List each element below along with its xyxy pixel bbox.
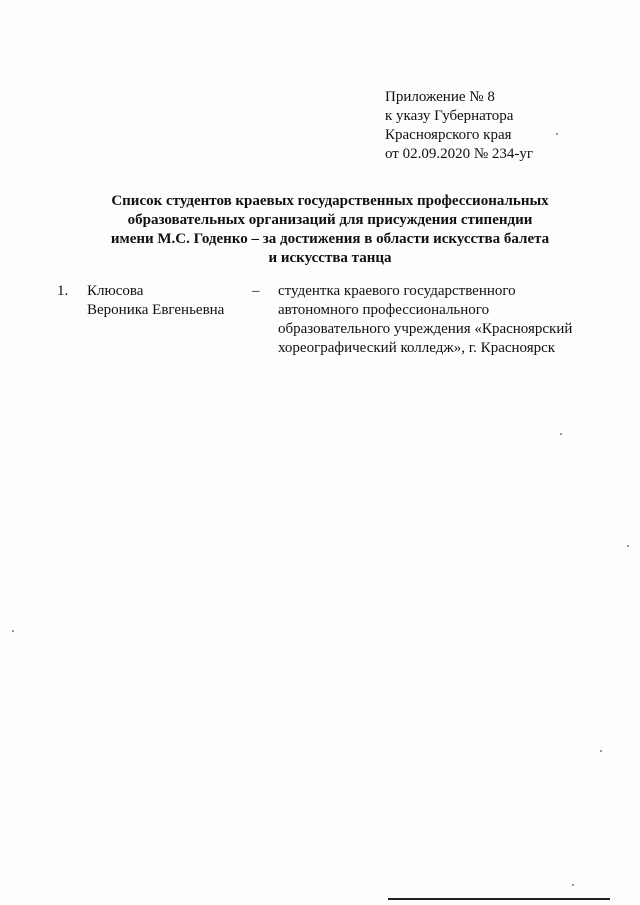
student-surname: Клюсова <box>87 283 144 299</box>
scan-speck <box>627 545 629 547</box>
scan-speck <box>600 750 602 752</box>
scan-speck <box>560 433 562 435</box>
description-line: хореографический колледж», г. Красноярск <box>278 340 556 356</box>
description-line: автономного профессионального <box>278 302 490 318</box>
title-line: и искусства танца <box>268 250 392 266</box>
student-given-names: Вероника Евгеньевна <box>87 302 225 318</box>
scan-speck <box>12 630 14 632</box>
description-line: образовательного учреждения «Красноярский <box>278 321 573 337</box>
description-line: студентка краевого государственного <box>278 283 516 299</box>
title-line: образовательных организаций для присуждения стипендии <box>127 212 533 228</box>
document-title <box>60 192 600 268</box>
appendix-line: Приложение № 8 <box>385 89 495 105</box>
title-line: Список студентов краевых государственных профессиональных <box>111 193 549 209</box>
appendix-line: от 02.09.2020 № 234-уг <box>385 146 534 162</box>
appendix-header <box>385 88 533 164</box>
scan-speck <box>572 884 574 886</box>
title-line: имени М.С. Годенко – за достижения в области искусства балета <box>110 231 550 247</box>
appendix-line: к указу Губернатора <box>385 108 514 124</box>
entry-number: 1. <box>57 283 69 299</box>
appendix-line: Красноярского края <box>385 127 512 143</box>
entry-dash: – <box>252 283 260 299</box>
student-name <box>87 282 224 320</box>
bottom-rule <box>388 898 610 900</box>
student-description <box>278 282 572 358</box>
scan-speck <box>556 133 558 135</box>
